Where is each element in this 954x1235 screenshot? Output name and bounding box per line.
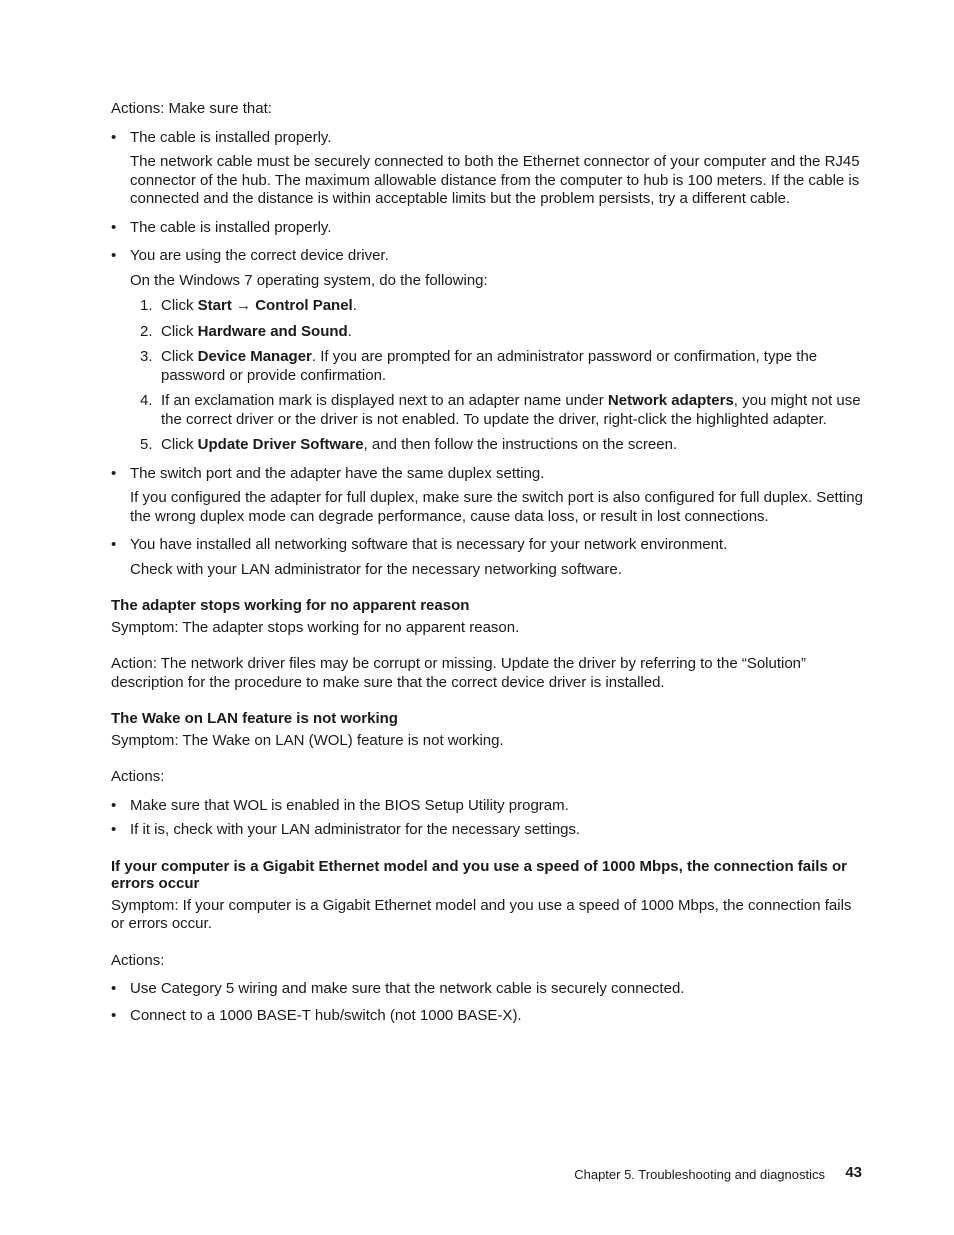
step-number: 3.	[140, 348, 153, 365]
step-text: . If you are prompted for an administrator password or confirmation, type the password or provide confirmation.	[161, 348, 818, 384]
page-number: 43	[845, 1164, 862, 1181]
step-bold: Control Panel	[255, 297, 353, 314]
step-text: .	[352, 297, 357, 314]
step-number: 5.	[140, 436, 153, 453]
step-text: If an exclamation mark is displayed next to an adapter name under	[161, 392, 608, 409]
bullet-wol-admin: • If it is, check with your LAN administrator for the necessary settings.	[111, 821, 863, 840]
actions-intro: Actions: Make sure that:	[111, 100, 272, 117]
step-number: 4.	[140, 392, 153, 409]
bullet-duplex: • The switch port and the adapter have the same duplex setting.	[111, 465, 863, 484]
adapter-action: Action: The network driver files may be corrupt or missing. Update the driver by referring to the “Solution” description for the procedure to make sure that the correct device driver is installed.	[111, 655, 807, 691]
heading-gigabit: If your computer is a Gigabit Ethernet model and you use a speed of 1000 Mbps, the connection fails or errors occur	[111, 857, 847, 892]
software-detail: Check with your LAN administrator for the necessary networking software.	[130, 560, 622, 578]
step-bold: Network adapters	[607, 392, 734, 409]
step-text: Click	[161, 436, 198, 453]
page-body	[111, 100, 863, 1025]
step-text: , you might not use the correct driver or the driver is not enabled. To update the driver, right-click the highlighted adapter.	[161, 392, 861, 428]
step-1	[130, 297, 863, 316]
bullet-cable-2: • The cable is installed properly.	[111, 219, 863, 238]
step-5	[130, 436, 863, 455]
step-3	[130, 348, 863, 385]
step-4	[130, 392, 863, 429]
step-text: .	[347, 322, 352, 340]
step-2	[130, 323, 863, 342]
step-number: 2.	[140, 322, 153, 340]
step-text: Click	[161, 348, 198, 365]
gigabit-actions-label: Actions:	[111, 951, 165, 969]
heading-adapter-stops: The adapter stops working for no apparent reason	[111, 597, 470, 614]
bullet-wol-bios: • Make sure that WOL is enabled in the BIOS Setup Utility program.	[111, 797, 863, 816]
driver-steps	[111, 297, 863, 455]
step-bold: Hardware and Sound	[197, 322, 348, 340]
step-bold: Update Driver Software	[197, 436, 364, 453]
bullet-software: • You have installed all networking software that is necessary for your network environment.	[111, 536, 863, 555]
cable-detail: The network cable must be securely connected to both the Ethernet connector of your computer and the RJ45 connector of the hub. The maximum allowable distance from the computer to hub is 100 meters. If the cable is connected and the distance is within acceptable limits but the problem persists, try a different cable.	[130, 153, 860, 207]
step-text: Click	[161, 322, 198, 340]
chapter-label: Chapter 5. Troubleshooting and diagnostics	[574, 1167, 825, 1182]
step-number: 1.	[140, 297, 153, 314]
bullet-gigabit-wiring: • Use Category 5 wiring and make sure that the network cable is securely connected.	[111, 980, 863, 999]
heading-wake-on-lan: The Wake on LAN feature is not working	[111, 710, 398, 727]
adapter-symptom: Symptom: The adapter stops working for no apparent reason.	[111, 618, 520, 636]
step-text: Click	[161, 297, 198, 314]
wol-symptom: Symptom: The Wake on LAN (WOL) feature is not working.	[111, 731, 504, 749]
page-footer	[0, 1164, 954, 1184]
step-text: , and then follow the instructions on the screen.	[363, 436, 678, 453]
step-bold: Device Manager	[197, 348, 312, 365]
bullet-gigabit-hub: • Connect to a 1000 BASE-T hub/switch (not 1000 BASE-X).	[111, 1007, 863, 1026]
duplex-detail: If you configured the adapter for full duplex, make sure the switch port is also configured for full duplex. Setting the wrong duplex mode can degrade performance, cause data loss, or result in lost connections.	[130, 489, 863, 525]
bullet-cable-1: • The cable is installed properly.	[111, 129, 863, 148]
gigabit-symptom: Symptom: If your computer is a Gigabit Ethernet model and you use a speed of 1000 Mbps, the connection fails or errors occur.	[111, 896, 852, 932]
wol-actions-label: Actions:	[111, 768, 165, 785]
arrow-right-icon: →	[231, 297, 256, 314]
driver-detail: On the Windows 7 operating system, do the following:	[130, 271, 488, 289]
step-bold: Start	[197, 297, 232, 314]
bullet-driver: • You are using the correct device driver.	[111, 247, 863, 266]
